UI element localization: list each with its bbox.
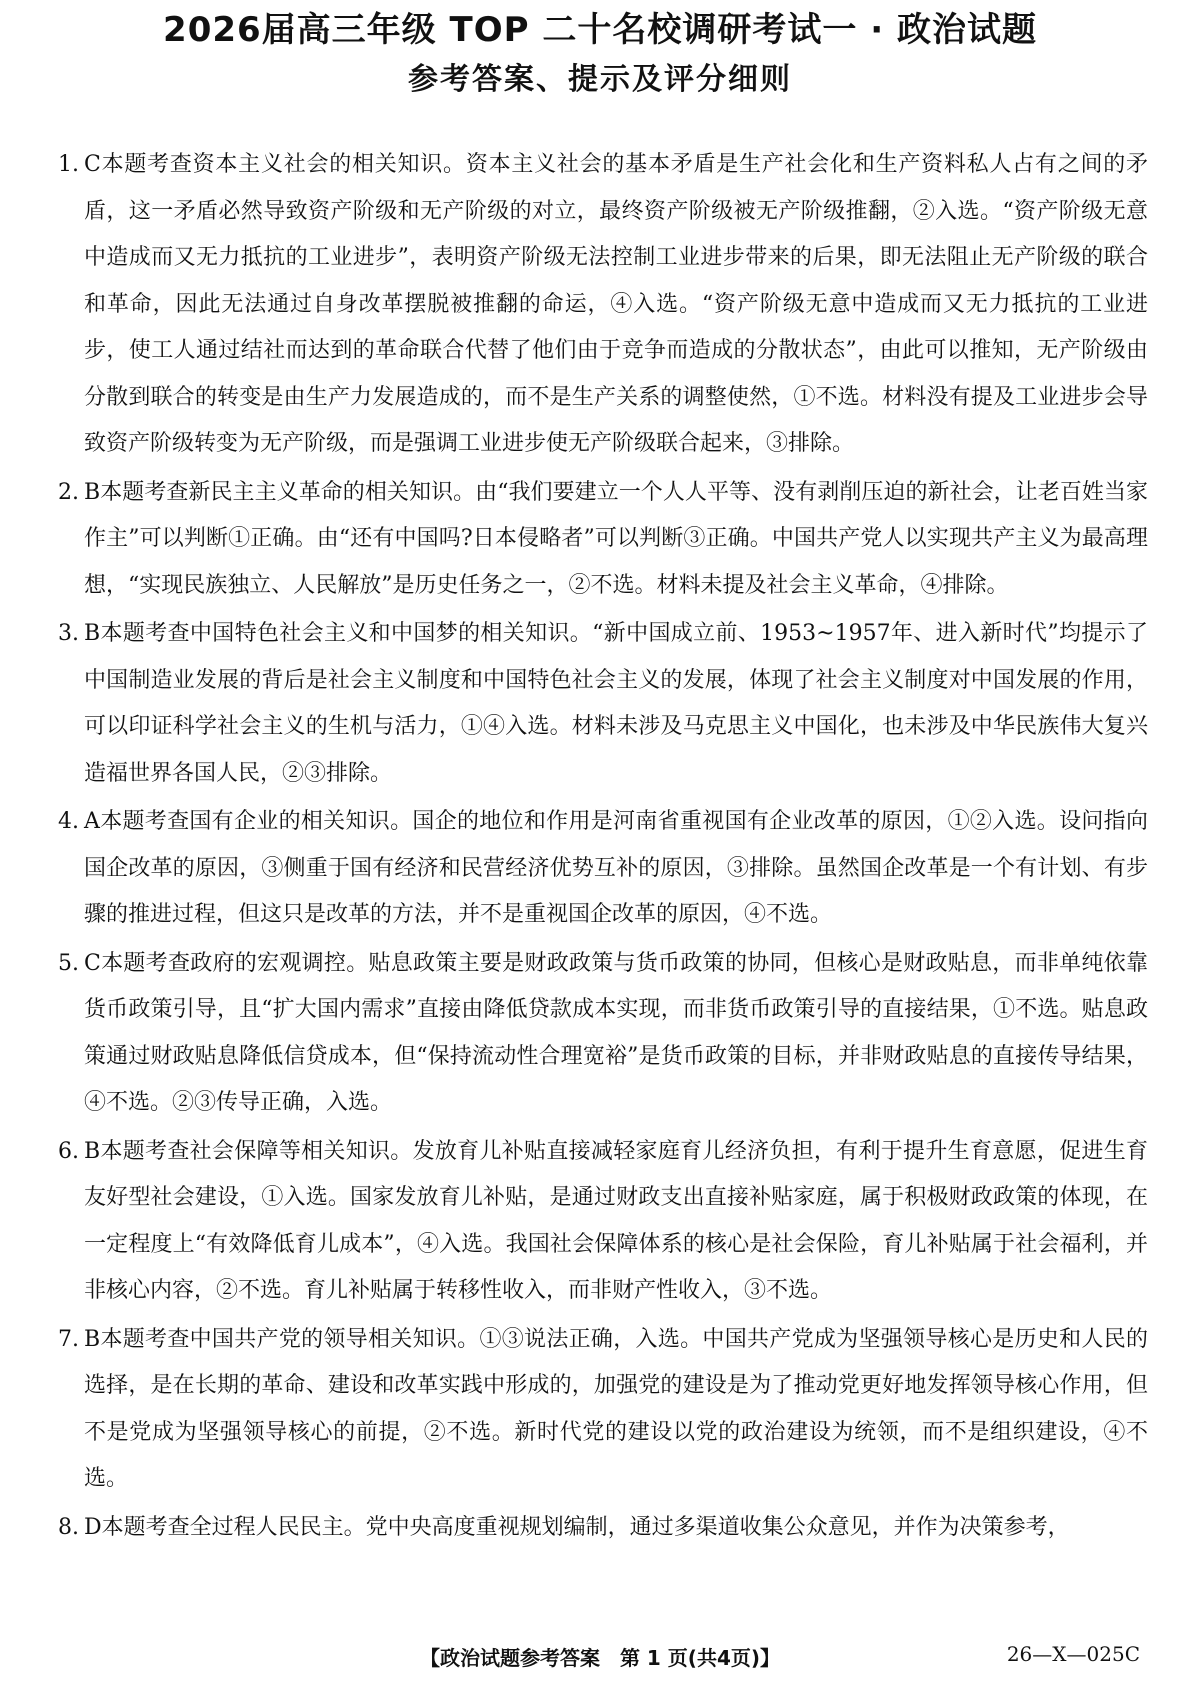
answer-text: B本题考查新民主主义革命的相关知识。由“我们要建立一个人人平等、没有剥削压迫的新社会，让老百姓当家作主”可以判断①正确。由“还有中国吗?日本侵略者”可以判断③正确。中国共产党人以实现共产主义为最高理想，“实现民族独立、人民解放”是历史任务之一，②不选。材料未提及社会主义革命，④排除。 (84, 479, 1148, 598)
answer-text: B本题考查社会保障等相关知识。发放育儿补贴直接减轻家庭育儿经济负担，有利于提升生育意愿，促进生育友好型社会建设，①入选。国家发放育儿补贴，是通过财政支出直接补贴家庭，属于积极财政政策的体现，在一定程度上“有效降低育儿成本”，④入选。我国社会保障体系的核心是社会保险，育儿补贴属于社会福利，并非核心内容，②不选。育儿补贴属于转移性收入，而非财产性收入，③不选。 (84, 1138, 1148, 1303)
answer-number: 2. (58, 479, 79, 505)
page-footer (0, 1638, 1200, 1678)
answer-number: 3. (58, 621, 79, 646)
answer-text: A本题考查国有企业的相关知识。国企的地位和作用是河南省重视国有企业改革的原因，①②入选。设问指向国企改革的原因，③侧重于国有经济和民营经济优势互补的原因，③排除。虽然国企改革是一个有计划、有步骤的推进过程，但这只是改革的方法，并不是重视国企改革的原因，④不选。 (84, 809, 1148, 927)
answer-item-3 (58, 611, 1148, 797)
answer-number: 1. (58, 152, 79, 177)
answer-text: B本题考查中国共产党的领导相关知识。①③说法正确，入选。中国共产党成为坚强领导核心是历史和人民的选择，是在长期的革命、建设和改革实践中形成的，加强党的建设是为了推动党更好地发挥领导核心作用，但不是党成为坚强领导核心的前提，②不选。新时代党的建设以党的政治建设为统领，而不是组织建设，④不选。 (84, 1326, 1148, 1491)
answer-number: 4. (58, 809, 79, 834)
answer-item-1 (58, 142, 1148, 468)
answer-item-4 (58, 799, 1148, 939)
answer-text: C本题考查资本主义社会的相关知识。资本主义社会的基本矛盾是生产社会化和生产资料私人占有之间的矛盾，这一矛盾必然导致资产阶级和无产阶级的对立，最终资产阶级被无产阶级推翻，②入选。“资产阶级无意中造成而又无力抵抗的工业进步”，表明资产阶级无法控制工业进步带来的后果，即无法阻止无产阶级的联合和革命，因此无法通过自身改革摆脱被推翻的命运，④入选。“资产阶级无意中造成而又无力抵抗的工业进步，使工人通过结社而达到的革命联合代替了他们由于竞争而造成的分散状态”，由此可以推知，无产阶级由分散到联合的转变是由生产力发展造成的，而不是生产关系的调整使然，①不选。材料没有提及工业进步会导致资产阶级转变为无产阶级，而是强调工业进步使无产阶级联合起来，③排除。 (84, 152, 1148, 456)
answer-item-6 (58, 1129, 1148, 1315)
document-title: 2026届高三年级 TOP 二十名校调研考试一 · 政治试题 (163, 10, 1037, 50)
answer-text: C本题考查政府的宏观调控。贴息政策主要是财政政策与货币政策的协同，但核心是财政贴息，而非单纯依靠货币政策引导，且“扩大国内需求”直接由降低贷款成本实现，而非货币政策引导的直接结果，①不选。贴息政策通过财政贴息降低信贷成本，但“保持流动性合理宽裕”是货币政策的目标，并非财政贴息的直接传导结果，④不选。②③传导正确，入选。 (84, 950, 1148, 1115)
answer-number: 6. (58, 1138, 79, 1164)
answer-list (58, 142, 1148, 1553)
footer-document-code: 26—X—025C (1006, 1642, 1140, 1666)
answer-item-7 (58, 1317, 1148, 1503)
document-subtitle: 参考答案、提示及评分细则 (408, 62, 792, 97)
answer-number: 7. (58, 1326, 79, 1352)
answer-item-5 (58, 941, 1148, 1127)
answer-text: D本题考查全过程人民民主。党中央高度重视规划编制，通过多渠道收集公众意见，并作为决策参考， (84, 1514, 1070, 1540)
answer-text: B本题考查中国特色社会主义和中国梦的相关知识。“新中国成立前、1953~1957年、进入新时代”均提示了中国制造业发展的背后是社会主义制度和中国特色社会主义的发展，体现了社会主义制度对中国发展的作用，可以印证科学社会主义的生机与活力，①④入选。材料未涉及马克思主义中国化，也未涉及中华民族伟大复兴造福世界各国人民，②③排除。 (84, 621, 1148, 786)
answer-number: 8. (58, 1514, 79, 1540)
answer-number: 5. (58, 950, 79, 976)
answer-item-8 (58, 1505, 1148, 1552)
answer-item-2 (58, 470, 1148, 610)
footer-page-info: 【政治试题参考答案 第 1 页(共4页)】 (419, 1646, 781, 1670)
